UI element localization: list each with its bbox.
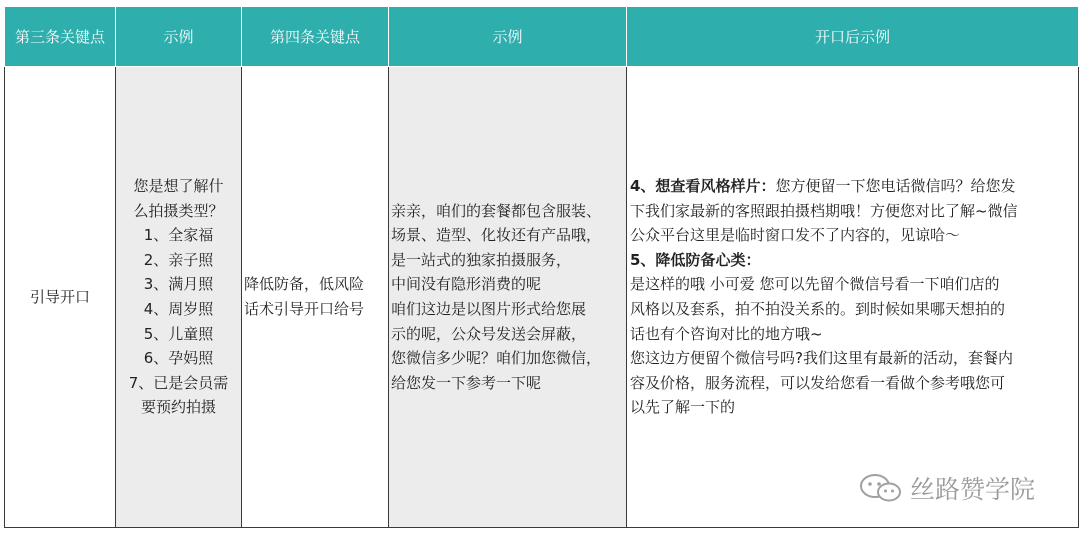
header-key-point-4: 第四条关键点 [242,7,389,67]
paragraph-line: 公众平台这里是临时窗口发不了内容的，见谅哈～ [630,226,961,245]
header-after-opening-example: 开口后示例 [627,7,1079,67]
question-line: 么拍摄类型？ [133,201,224,220]
header-key-point-3: 第三条关键点 [5,7,116,67]
watermark [858,470,1035,506]
option-item: 7、已是会员需 [128,373,229,392]
cell-example-1 [116,67,242,528]
question-line: 您是想了解什 [133,177,224,196]
option-item: 2、亲子照 [143,250,214,269]
cell-after-opening-example [627,67,1079,528]
heading-style-samples: 4、想查看风格样片： [630,177,776,196]
cell-key-point-3: 引导开口 [5,67,116,528]
paragraph-line [630,174,1075,199]
option-item: 3、满月照 [143,275,214,294]
option-item: 4、周岁照 [143,300,214,318]
option-item: 要预约拍摄 [140,398,216,417]
paragraph-line: 话也有个咨询对比的地方哦~ [630,324,823,343]
cell-example-2 [389,67,627,528]
sales-script-table [4,6,1079,528]
header-example-2: 示例 [389,7,627,67]
script-line: 咱们这边是以图片形式给您展 [391,300,587,318]
paragraph-line: 风格以及套系，拍不拍没关系的。到时候如果哪天想拍的 [630,300,1006,318]
option-item: 1、全家福 [143,226,214,245]
heading-lower-guard: 5、降低防备心类： [630,250,761,269]
paragraph-line: 以先了解一下的 [630,398,736,417]
wechat-icon [858,473,904,503]
script-line: 中间没有隐形消费的呢 [391,275,542,294]
table-row [5,67,1079,528]
option-item: 6、孕妈照 [143,349,214,368]
watermark-text: 丝路赞学院 [910,475,1036,504]
option-item: 5、儿童照 [143,324,214,343]
script-line: 示的呢，公众号发送会屏蔽， [391,324,587,343]
paragraph-line: 您这边方便留个微信号吗?我们这里有最新的活动，套餐内 [630,349,1013,368]
key-point-line: 降低防备，低风险 [244,275,365,294]
paragraph-line: 容及价格，服务流程，可以发给您看一看做个参考哦您可 [630,373,1006,392]
script-line: 亲亲，咱们的套餐都包含服装、 [391,201,602,220]
header-example-1: 示例 [116,7,242,67]
script-line: 您微信多少呢？咱们加您微信， [391,349,602,368]
key-point-line: 话术引导开口给号 [244,300,365,318]
cell-key-point-4 [242,67,389,528]
script-line: 场景、造型、化妆还有产品哦， [391,226,602,245]
paragraph-text: 您方便留一下您电话微信吗？给您发 [775,177,1016,196]
paragraph-line: 是这样的哦 小可爱 您可以先留个微信号看一下咱们店的 [630,275,1000,294]
script-line: 给您发一下参考一下呢 [391,373,542,392]
script-line: 是一站式的独家拍摄服务， [391,250,572,269]
table-header-row [5,7,1079,67]
paragraph-line: 下我们家最新的客照跟拍摄档期哦！方便您对比了解~微信 [630,201,1018,220]
